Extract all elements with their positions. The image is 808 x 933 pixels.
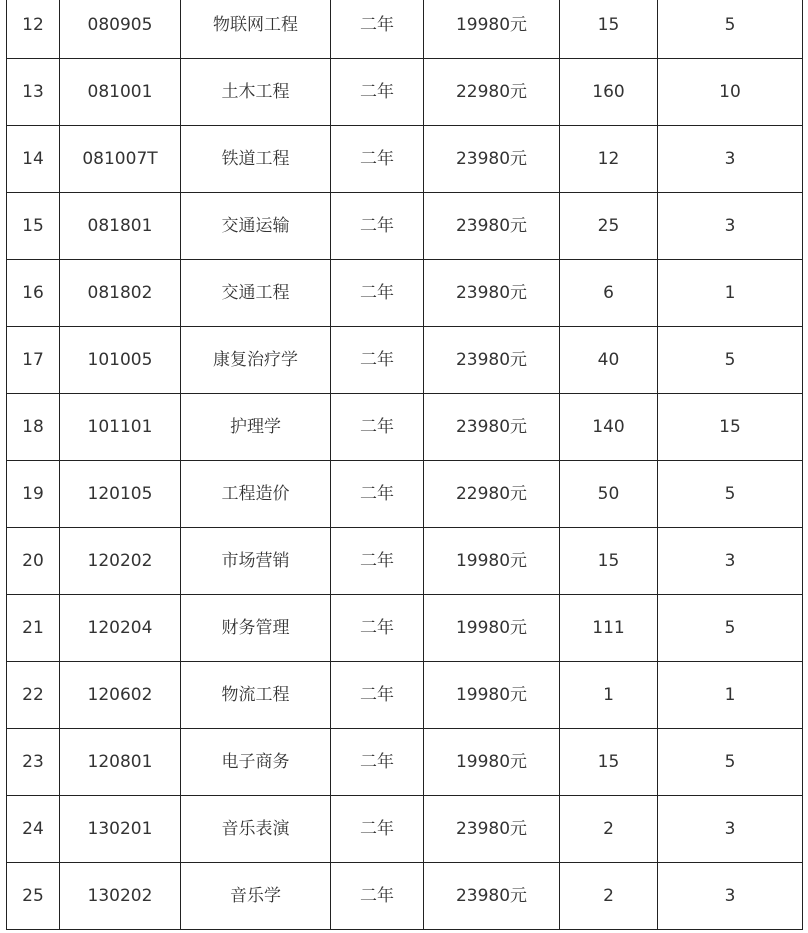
cell-duration: 二年	[331, 461, 424, 528]
cell-tuition: 23980元	[424, 193, 560, 260]
cell-major-name: 土木工程	[181, 59, 331, 126]
cell-plan-count: 12	[560, 126, 658, 193]
table-row	[7, 193, 803, 260]
cell-major-code: 081007T	[60, 126, 181, 193]
cell-major-name: 交通工程	[181, 260, 331, 327]
cell-tuition: 23980元	[424, 796, 560, 863]
cell-plan-count: 1	[560, 662, 658, 729]
cell-major-name: 市场营销	[181, 528, 331, 595]
cell-index: 17	[7, 327, 60, 394]
table-row	[7, 260, 803, 327]
cell-major-name: 音乐表演	[181, 796, 331, 863]
cell-duration: 二年	[331, 863, 424, 930]
enrollment-table	[6, 0, 803, 930]
cell-plan-count: 6	[560, 260, 658, 327]
cell-major-code: 120204	[60, 595, 181, 662]
cell-extra-count: 3	[658, 863, 803, 930]
cell-duration: 二年	[331, 59, 424, 126]
cell-extra-count: 3	[658, 126, 803, 193]
cell-duration: 二年	[331, 394, 424, 461]
cell-index: 16	[7, 260, 60, 327]
cell-duration: 二年	[331, 260, 424, 327]
cell-index: 18	[7, 394, 60, 461]
table-row	[7, 0, 803, 59]
cell-plan-count: 25	[560, 193, 658, 260]
cell-extra-count: 3	[658, 528, 803, 595]
cell-duration: 二年	[331, 595, 424, 662]
cell-plan-count: 15	[560, 528, 658, 595]
cell-major-name: 财务管理	[181, 595, 331, 662]
cell-major-name: 铁道工程	[181, 126, 331, 193]
cell-duration: 二年	[331, 0, 424, 59]
cell-tuition: 23980元	[424, 327, 560, 394]
cell-index: 15	[7, 193, 60, 260]
table-row	[7, 528, 803, 595]
cell-index: 21	[7, 595, 60, 662]
cell-major-name: 音乐学	[181, 863, 331, 930]
cell-plan-count: 2	[560, 863, 658, 930]
cell-plan-count: 140	[560, 394, 658, 461]
cell-index: 13	[7, 59, 60, 126]
cell-plan-count: 40	[560, 327, 658, 394]
table-row	[7, 662, 803, 729]
cell-tuition: 23980元	[424, 260, 560, 327]
cell-major-name: 交通运输	[181, 193, 331, 260]
cell-extra-count: 5	[658, 729, 803, 796]
cell-extra-count: 5	[658, 0, 803, 59]
cell-extra-count: 5	[658, 461, 803, 528]
cell-extra-count: 3	[658, 796, 803, 863]
cell-major-name: 工程造价	[181, 461, 331, 528]
cell-plan-count: 160	[560, 59, 658, 126]
cell-major-code: 081802	[60, 260, 181, 327]
cell-plan-count: 50	[560, 461, 658, 528]
cell-tuition: 23980元	[424, 126, 560, 193]
table-row	[7, 126, 803, 193]
cell-duration: 二年	[331, 126, 424, 193]
cell-index: 23	[7, 729, 60, 796]
cell-major-code: 120202	[60, 528, 181, 595]
cell-duration: 二年	[331, 327, 424, 394]
cell-major-code: 120801	[60, 729, 181, 796]
cell-tuition: 23980元	[424, 863, 560, 930]
cell-plan-count: 15	[560, 729, 658, 796]
table-row	[7, 327, 803, 394]
cell-duration: 二年	[331, 528, 424, 595]
cell-plan-count: 111	[560, 595, 658, 662]
cell-index: 25	[7, 863, 60, 930]
cell-major-code: 101005	[60, 327, 181, 394]
cell-duration: 二年	[331, 796, 424, 863]
cell-major-name: 电子商务	[181, 729, 331, 796]
table-row	[7, 595, 803, 662]
cell-major-code: 120602	[60, 662, 181, 729]
cell-index: 22	[7, 662, 60, 729]
cell-major-name: 康复治疗学	[181, 327, 331, 394]
table-row	[7, 394, 803, 461]
cell-index: 19	[7, 461, 60, 528]
cell-major-name: 物联网工程	[181, 0, 331, 59]
table-row	[7, 461, 803, 528]
cell-tuition: 22980元	[424, 59, 560, 126]
cell-plan-count: 15	[560, 0, 658, 59]
cell-plan-count: 2	[560, 796, 658, 863]
cell-extra-count: 3	[658, 193, 803, 260]
cell-tuition: 19980元	[424, 662, 560, 729]
cell-tuition: 23980元	[424, 394, 560, 461]
cell-tuition: 19980元	[424, 528, 560, 595]
cell-major-code: 130202	[60, 863, 181, 930]
cell-major-code: 130201	[60, 796, 181, 863]
cell-extra-count: 1	[658, 260, 803, 327]
cell-major-name: 物流工程	[181, 662, 331, 729]
cell-extra-count: 5	[658, 327, 803, 394]
cell-duration: 二年	[331, 193, 424, 260]
cell-tuition: 19980元	[424, 729, 560, 796]
table-row	[7, 729, 803, 796]
cell-major-code: 120105	[60, 461, 181, 528]
cell-index: 14	[7, 126, 60, 193]
cell-major-code: 081801	[60, 193, 181, 260]
cell-index: 20	[7, 528, 60, 595]
cell-index: 24	[7, 796, 60, 863]
cell-tuition: 19980元	[424, 0, 560, 59]
cell-duration: 二年	[331, 662, 424, 729]
cell-duration: 二年	[331, 729, 424, 796]
cell-tuition: 22980元	[424, 461, 560, 528]
cell-major-code: 101101	[60, 394, 181, 461]
cell-extra-count: 5	[658, 595, 803, 662]
cell-index: 12	[7, 0, 60, 59]
cell-major-name: 护理学	[181, 394, 331, 461]
cell-major-code: 080905	[60, 0, 181, 59]
cell-extra-count: 15	[658, 394, 803, 461]
cell-extra-count: 10	[658, 59, 803, 126]
table-row	[7, 59, 803, 126]
table-row	[7, 863, 803, 930]
table-body	[7, 0, 803, 930]
cell-tuition: 19980元	[424, 595, 560, 662]
cell-extra-count: 1	[658, 662, 803, 729]
table-row	[7, 796, 803, 863]
cell-major-code: 081001	[60, 59, 181, 126]
